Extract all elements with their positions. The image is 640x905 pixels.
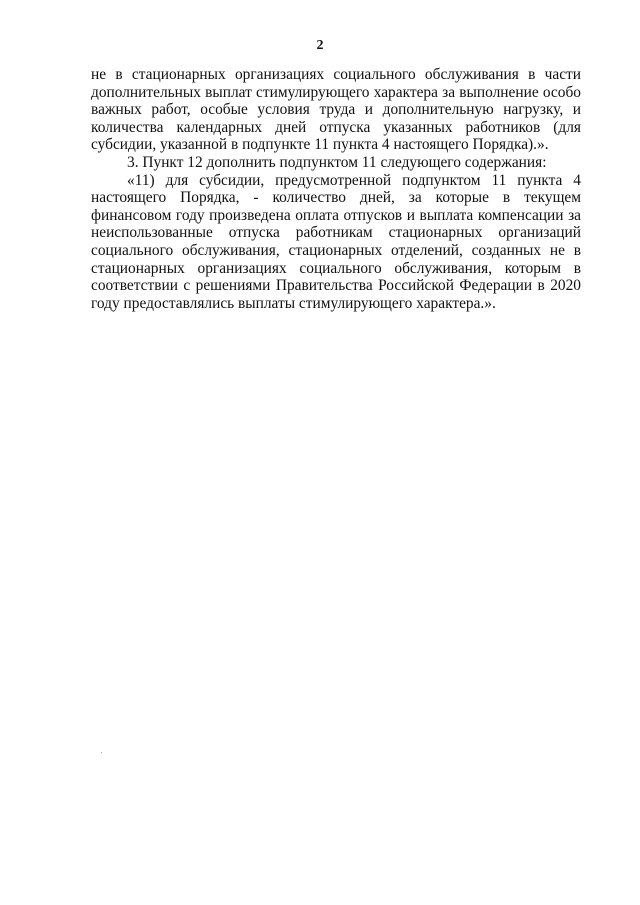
document-body xyxy=(91,66,581,312)
paragraph-continuation: не в стационарных организациях социального обслуживания в части дополнительных выплат стимулирующего характера за выполнение особо важных работ, особые условия труда и дополнительную нагрузку, и количества календарных дней отпуска указанных работников (для субсидии, указанной в подпункте 11 пункта 4 настоящего Порядка).». xyxy=(91,66,581,154)
paragraph-subitem-11: «11) для субсидии, предусмотренной подпунктом 11 пункта 4 настоящего Порядка, - количество дней, за которые в текущем финансовом году произведена оплата отпусков и выплата компенсации за неиспользованные отпуска работникам стационарных организаций социального обслуживания, стационарных отделений, созданных не в стационарных организациях социального обслуживания, которым в соответствии с решениями Правительства Российской Федерации в 2020 году предоставлялись выплаты стимулирующего характера.». xyxy=(91,171,581,312)
scan-dot xyxy=(101,752,102,753)
page-number: 2 xyxy=(316,38,324,53)
paragraph-item-3: 3. Пункт 12 дополнить подпунктом 11 следующего содержания: xyxy=(127,153,547,171)
